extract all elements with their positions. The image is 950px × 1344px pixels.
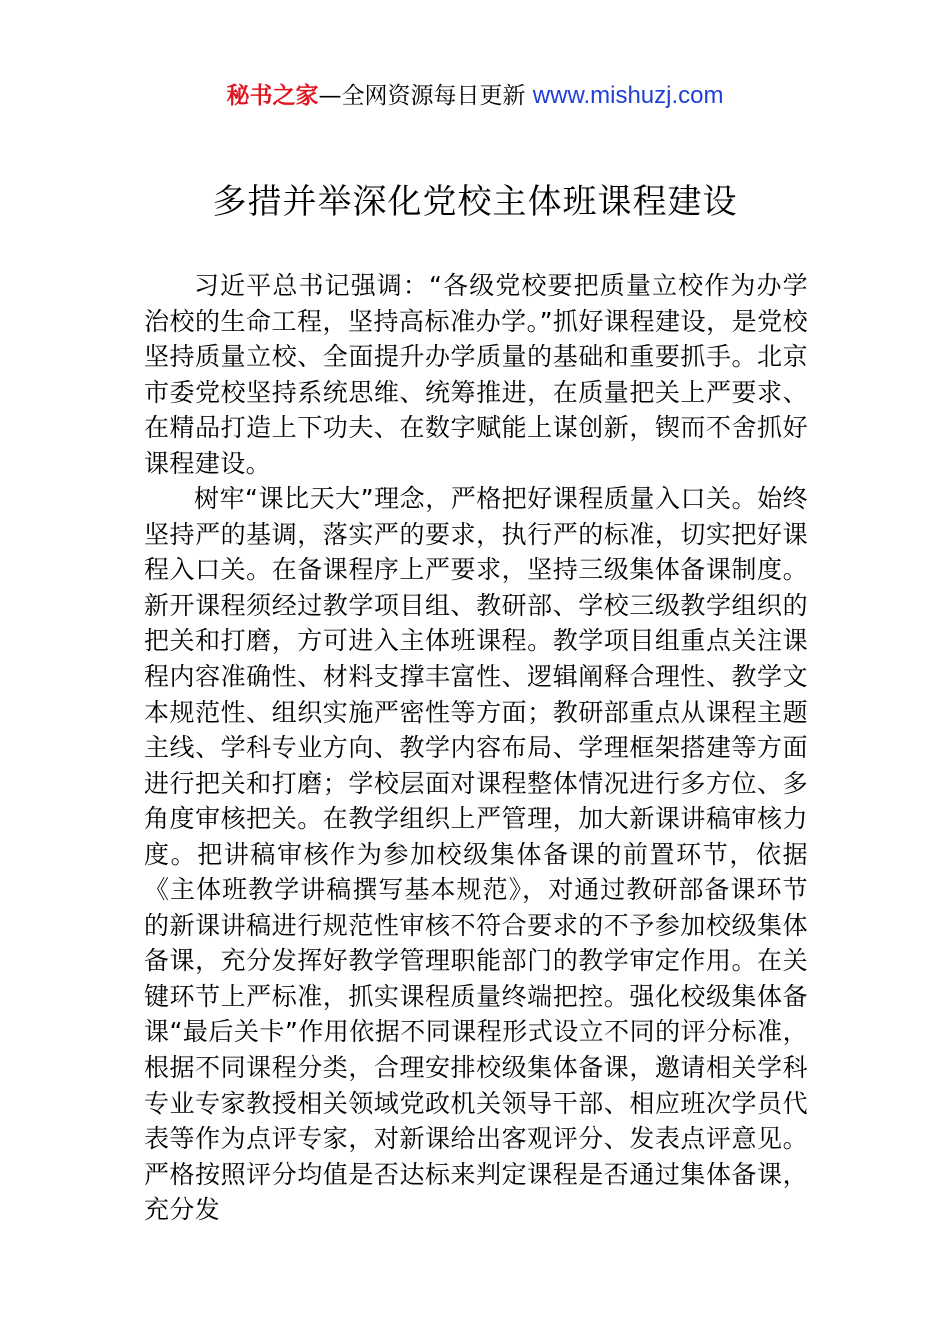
document-title: 多措并举深化党校主体班课程建设: [212, 182, 738, 222]
document-body: [144, 268, 808, 1228]
paragraph-intro: 习近平总书记强调：“各级党校要把质量立校作为办学治校的生命工程，坚持高标准办学。”抓好课程建设，是党校坚持质量立校、全面提升办学质量的基础和重要抓手。北京市委党校坚持系统思维、统筹推进，在质量把关上严要求、在精品打造上下功夫、在数字赋能上谋创新，锲而不舍抓好课程建设。: [144, 271, 808, 478]
site-name: 秘书之家: [226, 83, 319, 109]
site-url-link[interactable]: www.mishuzj.com: [532, 82, 724, 109]
paragraph-course-quality: 树牢“课比天大”理念，严格把好课程质量入口关。始终坚持严的基调，落实严的要求，执行严的标准，切实把好课程入口关。在备课程序上严要求，坚持三级集体备课制度。新开课程须经过教学项目组、教研部、学校三级教学组织的把关和打磨，方可进入主体班课程。教学项目组重点关注课程内容准确性、材料支撑丰富性、逻辑阐释合理性、教学文本规范性、组织实施严密性等方面；教研部重点从课程主题主线、学科专业方向、教学内容布局、学理框架搭建等方面进行把关和打磨；学校层面对课程整体情况进行多方位、多角度审核把关。在教学组织上严管理，加大新课讲稿审核力度。把讲稿审核作为参加校级集体备课的前置环节，依据《主体班教学讲稿撰写基本规范》，对通过教研部备课环节的新课讲稿进行规范性审核不符合要求的不予参加校级集体备课，充分发挥好教学管理职能部门的教学审定作用。在关键环节上严标准，抓实课程质量终端把控。强化校级集体备课“最后关卡”作用依据不同课程形式设立不同的评分标准，根据不同课程分类，合理安排校级集体备课，邀请相关学科专业专家教授相关领域党政机关领导干部、相应班次学员代表等作为点评专家，对新课给出客观评分、发表点评意见。严格按照评分均值是否达标来判定课程是否通过集体备课，充分发: [144, 484, 808, 1225]
site-tagline: —全网资源每日更新: [318, 83, 526, 109]
site-header: [0, 80, 950, 112]
